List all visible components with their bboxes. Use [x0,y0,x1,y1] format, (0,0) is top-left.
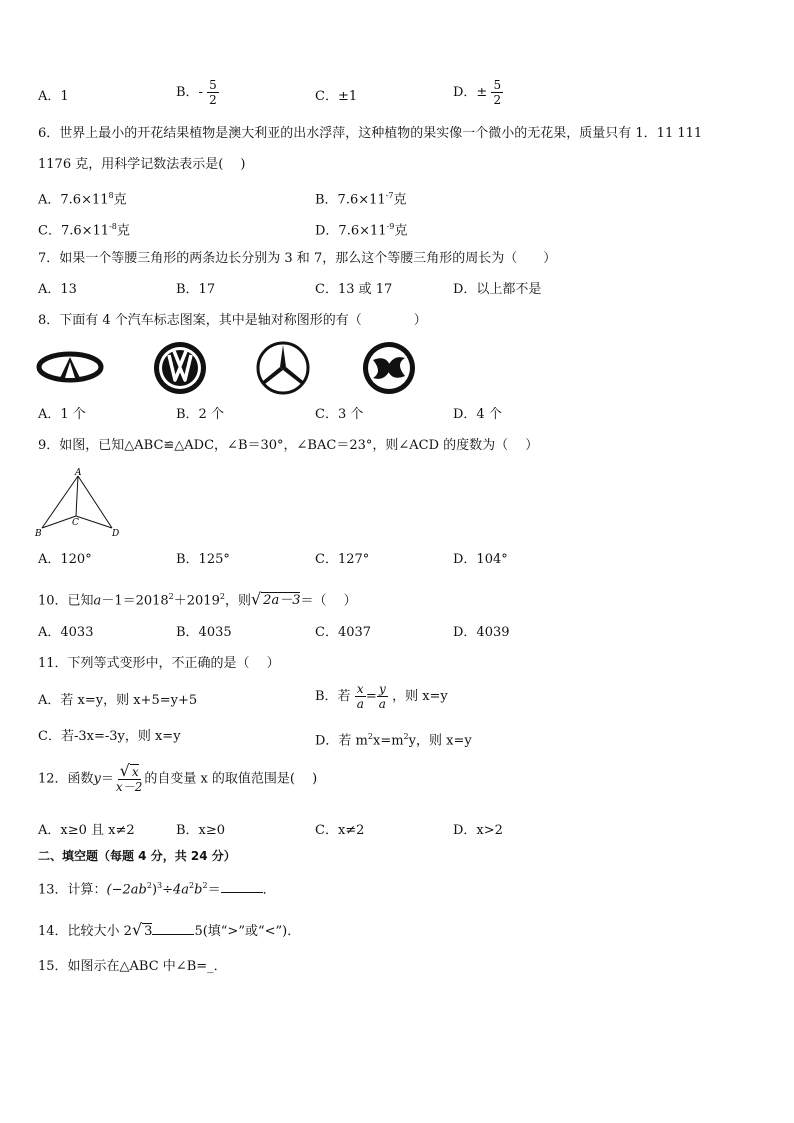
q8-stem: 8．下面有 4 个汽车标志图案，其中是轴对称图形的有（ ） [38,313,427,328]
fraction-denominator: x－2 [115,780,143,794]
q10-var-a: a [93,593,102,609]
fraction-denominator: 2 [209,93,217,107]
q12-suffix: 的自变量 x 的取值范围是( ) [144,771,318,787]
q11-d-exp2: 2 [403,732,409,741]
q10-exp1: 2 [168,592,174,601]
q5-option-b-fraction [207,78,219,107]
q14-radicand: 3 [144,924,153,939]
q5-option-d [453,78,503,107]
q13-mid: ÷4a [162,882,190,898]
q10-prefix: 10．已知 [38,593,94,609]
fraction-numerator: 5 [493,78,502,92]
q11-d-prefix: D．若 m [315,733,368,749]
q12-option-b: B．x≥0 [176,823,226,838]
q7-option-b: B．17 [176,282,216,297]
segment-cd [76,516,112,528]
q12-stem [38,761,318,794]
q9-option-c: C．127° [315,552,370,567]
q14-suffix: 5(填“>”或“<”)． [194,924,301,939]
q11-stem: 11．下列等式变形中，不正确的是（ ） [38,656,280,671]
q7-option-a: A．13 [38,282,77,297]
q5-option-d-prefix: D．± [453,85,488,100]
q6-b-base: B．7.6×11 [315,192,386,208]
q5-option-d-fraction [491,78,503,107]
q13-var-b: b [194,882,203,898]
q11-b-suffix: ，则 x=y [392,689,448,704]
segment-bc [42,516,76,528]
q7-option-c: C．13 或 17 [315,282,393,297]
q6-c-base: C．7.6×11 [38,223,110,239]
fraction-numerator: y [378,682,386,696]
segment-ac [76,476,78,516]
q13-prefix: 13．计算： [38,882,107,898]
q6-a-exponent: 8 [108,191,114,200]
q11-b-fraction2 [377,682,388,711]
q10-exp2: 2 [219,592,225,601]
q7-option-d: D．以上都不是 [453,282,542,297]
q12-prefix: 12．函数 [38,771,94,787]
q12-option-d: D．x>2 [453,823,503,838]
q9-option-b: B．125° [176,552,230,567]
q6-d-unit: 克 [394,223,408,239]
q6-d-exponent: -9 [386,222,395,231]
fraction-denominator: a [356,697,364,711]
q6-b-exponent: -7 [385,191,394,200]
q12-option-a: A．x≥0 且 x≠2 [38,823,135,838]
q6-d-base: D．7.6×11 [315,223,387,239]
q9-stem: 9．如图，已知△ABC≌△ADC，∠B＝30°，∠BAC＝23°，则∠ACD 的度数为（ ） [38,438,539,453]
fraction-denominator: 2 [493,93,502,107]
q8-option-a: A．1 个 [38,407,86,422]
q6-option-a [38,187,127,209]
q13-equals: ＝ [207,882,221,898]
q5-option-b-prefix: B．- [176,85,203,100]
q10-stem [38,588,357,610]
q6-c-unit: 克 [116,223,130,239]
q8-option-b: B．2 个 [176,407,224,422]
q13-exp-a: 2 [189,881,195,890]
q10-eq-plus: ＋2019 [173,593,220,609]
answer-blank[interactable] [221,882,263,893]
q6-a-unit: 克 [113,192,127,208]
q6-c-exponent: -8 [109,222,117,231]
q8-option-c: C．3 个 [315,407,364,422]
q12-fraction [114,761,144,794]
dongfeng-logo-icon [361,340,417,396]
q11-b-fraction1 [355,682,366,711]
q13-exp-b: 2 [202,881,208,890]
label-b: B [35,529,42,539]
volkswagen-logo-icon [152,340,208,396]
fraction-numerator: 5 [209,78,217,92]
q12-option-c: C．x≠2 [315,823,365,838]
fraction-numerator: x [131,765,139,779]
q11-b-prefix: B．若 [315,689,351,704]
q10-then: ，则 [224,593,251,609]
q7-stem: 7．如果一个等腰三角形的两条边长分别为 3 和 7，那么这个等腰三角形的周长为（ ） [38,251,557,266]
answer-blank[interactable] [152,924,194,935]
q11-d-suffix: y，则 x=y [408,733,472,749]
q13-end: ． [262,882,276,898]
section-heading-fill-blank: 二、填空题（每题 4 分，共 24 分） [38,849,236,863]
q10-option-d: D．4039 [453,625,510,640]
mercedes-logo-icon [255,340,311,396]
q5-option-b [176,78,219,107]
label-d: D [112,529,120,539]
q13-paren: (−2ab [106,882,147,898]
q5-option-c: C．±1 [315,89,358,104]
q6-stem-line2: 1176 克，用科学记数法表示是( ) [38,157,246,172]
q9-triangle-figure [34,466,126,540]
segment-ad [78,476,112,528]
q11-option-b [315,682,448,711]
q15-stem: 15．如图示在△ABC 中∠B=_． [38,959,227,974]
q11-option-c: C．若-3x=-3y，则 x=y [38,729,181,744]
sqrt-icon: √ [131,920,143,939]
label-a: A [75,468,82,478]
label-c: C [72,518,79,528]
q9-option-d: D．104° [453,552,508,567]
infiniti-logo-icon [36,348,104,386]
q6-option-d [315,218,407,240]
sqrt-icon: √ [119,761,130,780]
q14-stem [38,921,300,941]
q10-suffix: ＝（ ） [300,593,357,609]
q9-option-a: A．120° [38,552,92,567]
q10-eq-mid: －1＝2018 [101,593,169,609]
q6-a-base: A．7.6×11 [38,192,109,208]
q13-stem [38,877,276,899]
fraction-numerator: x [356,682,364,696]
q13-exp-out: 3 [157,881,163,890]
fraction-denominator: a [378,697,386,711]
q10-option-c: C．4037 [315,625,372,640]
q5-option-a: A．1 [38,89,69,104]
q6-stem-line1: 6．世界上最小的开花结果植物是澳大利亚的出水浮萍，这种植物的果实像一个微小的无花果，质量只有 1．11 111 [38,126,703,141]
q8-option-d: D．4 个 [453,407,502,422]
q10-option-a: A．4033 [38,625,94,640]
q13-exp-in: 2 [146,881,152,890]
q12-equals: ＝ [100,771,114,787]
q12-var-y: y [93,771,101,787]
q6-option-b [315,187,406,209]
q11-d-mid: x=m [372,733,404,749]
q10-radicand: 2a－3 [263,593,301,609]
q14-prefix: 14．比较大小 2 [38,924,132,939]
q11-d-exp1: 2 [367,732,373,741]
q11-b-equals: = [365,689,377,704]
q13-paren-close: ) [151,882,158,898]
q6-b-unit: 克 [393,192,407,208]
q11-option-a: A．若 x=y，则 x+5=y+5 [38,693,198,708]
q10-option-b: B．4035 [176,625,232,640]
q6-option-c [38,218,130,240]
q11-option-d [315,728,472,750]
sqrt-icon: √ [250,589,262,609]
